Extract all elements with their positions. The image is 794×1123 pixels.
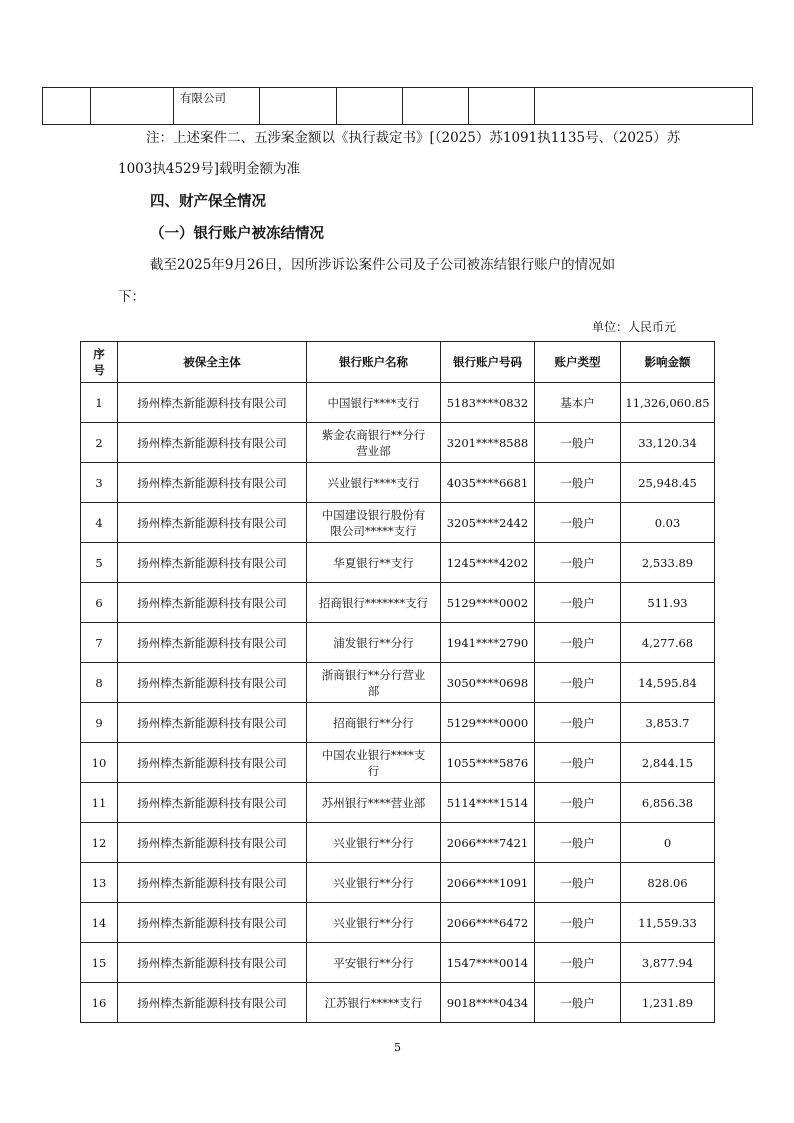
cell-account-number: 4035****6681 — [441, 463, 535, 503]
cell-amount: 1,231.89 — [621, 983, 715, 1023]
cell-account-number: 3201****8588 — [441, 423, 535, 463]
cell-seq: 5 — [81, 543, 118, 583]
cell-amount: 0.03 — [621, 503, 715, 543]
cell-seq: 2 — [81, 423, 118, 463]
bank-name-line: 部 — [367, 683, 380, 698]
cell-entity: 扬州棒杰新能源科技有限公司 — [118, 983, 307, 1023]
cell-entity: 扬州棒杰新能源科技有限公司 — [118, 503, 307, 543]
cell-amount: 511.93 — [621, 583, 715, 623]
subsection-heading: （一）银行账户被冻结情况 — [150, 225, 324, 242]
cell-account-type: 一般户 — [535, 703, 621, 743]
cell-account-number: 2066****6472 — [441, 903, 535, 943]
cell-bank-name — [307, 703, 441, 743]
cell-seq: 4 — [81, 503, 118, 543]
table-row — [81, 383, 715, 423]
table-cell — [469, 88, 535, 125]
cell-entity: 扬州棒杰新能源科技有限公司 — [118, 463, 307, 503]
cell-bank-name — [307, 623, 441, 663]
bank-name-line: 紫金农商银行**分行 — [321, 427, 426, 442]
cell-amount: 33,120.34 — [621, 423, 715, 463]
intro-line-2: 下： — [118, 289, 145, 305]
table-header-row — [81, 342, 715, 383]
bank-name-line: 营业部 — [356, 443, 391, 458]
table-row — [81, 463, 715, 503]
cell-account-type: 一般户 — [535, 863, 621, 903]
cell-account-number: 1941****2790 — [441, 623, 535, 663]
bank-name-line: 中国银行****支行 — [327, 395, 420, 410]
cell-account-number: 1547****0014 — [441, 943, 535, 983]
cell-account-type: 一般户 — [535, 503, 621, 543]
cell-entity: 扬州棒杰新能源科技有限公司 — [118, 743, 307, 783]
cell-seq: 16 — [81, 983, 118, 1023]
cell-entity: 扬州棒杰新能源科技有限公司 — [118, 623, 307, 663]
cell-account-number: 1245****4202 — [441, 543, 535, 583]
cell-amount: 11,559.33 — [621, 903, 715, 943]
unit-label: 单位：人民币元 — [592, 320, 677, 334]
cell-entity: 扬州棒杰新能源科技有限公司 — [118, 943, 307, 983]
table-row — [81, 543, 715, 583]
cell-account-type: 一般户 — [535, 823, 621, 863]
cell-bank-name — [307, 783, 441, 823]
cell-seq: 3 — [81, 463, 118, 503]
cell-amount: 3,853.7 — [621, 703, 715, 743]
cell-bank-name — [307, 503, 441, 543]
cell-account-type: 一般户 — [535, 463, 621, 503]
bank-name-line: 行 — [367, 763, 380, 778]
header-account-type: 账户类型 — [535, 342, 621, 383]
header-seq-line: 序 — [93, 347, 105, 361]
bank-name-line: 平安银行**分行 — [333, 955, 414, 970]
page-number: 5 — [394, 1041, 401, 1054]
cell-seq: 14 — [81, 903, 118, 943]
cell-account-type: 一般户 — [535, 543, 621, 583]
cell-bank-name — [307, 943, 441, 983]
cell-account-type: 一般户 — [535, 663, 621, 703]
table-row — [81, 943, 715, 983]
cell-entity: 扬州棒杰新能源科技有限公司 — [118, 383, 307, 423]
table-row — [43, 88, 753, 125]
cell-entity: 扬州棒杰新能源科技有限公司 — [118, 903, 307, 943]
cell-amount: 3,877.94 — [621, 943, 715, 983]
cell-bank-name — [307, 983, 441, 1023]
cell-account-number: 3050****0698 — [441, 663, 535, 703]
table-row — [81, 743, 715, 783]
bank-name-line: 华夏银行**支行 — [333, 555, 414, 570]
cell-bank-name — [307, 903, 441, 943]
bank-name-line: 浦发银行**分行 — [333, 635, 414, 650]
bank-name-line: 兴业银行****支行 — [327, 475, 420, 490]
header-seq — [81, 342, 118, 383]
table-row — [81, 823, 715, 863]
cell-entity: 扬州棒杰新能源科技有限公司 — [118, 543, 307, 583]
cell-seq: 11 — [81, 783, 118, 823]
cell-account-number: 5114****1514 — [441, 783, 535, 823]
cell-bank-name — [307, 383, 441, 423]
table-row — [81, 783, 715, 823]
bank-name-line: 限公司*****支行 — [330, 523, 417, 538]
bank-name-line: 招商银行**分行 — [333, 715, 414, 730]
cell-entity: 扬州棒杰新能源科技有限公司 — [118, 423, 307, 463]
previous-table-fragment — [42, 87, 753, 125]
cell-seq: 9 — [81, 703, 118, 743]
table-cell — [91, 88, 174, 125]
table-cell — [43, 88, 91, 125]
cell-seq: 10 — [81, 743, 118, 783]
table-cell — [260, 88, 337, 125]
bank-name-line: 中国建设银行股份有 — [321, 507, 426, 522]
cell-amount: 2,533.89 — [621, 543, 715, 583]
cell-bank-name — [307, 743, 441, 783]
table-row — [81, 663, 715, 703]
cell-seq: 12 — [81, 823, 118, 863]
bank-name-line: 兴业银行**分行 — [333, 915, 414, 930]
cell-account-type: 一般户 — [535, 903, 621, 943]
table-row — [81, 623, 715, 663]
cell-amount: 11,326,060.85 — [621, 383, 715, 423]
cell-bank-name — [307, 863, 441, 903]
cell-entity: 扬州棒杰新能源科技有限公司 — [118, 663, 307, 703]
cell-account-type: 一般户 — [535, 423, 621, 463]
cell-seq: 13 — [81, 863, 118, 903]
table-cell — [535, 88, 753, 125]
cell-account-type: 基本户 — [535, 383, 621, 423]
cell-bank-name — [307, 423, 441, 463]
cell-account-type: 一般户 — [535, 583, 621, 623]
cell-seq: 1 — [81, 383, 118, 423]
cell-account-number: 5183****0832 — [441, 383, 535, 423]
cell-entity: 扬州棒杰新能源科技有限公司 — [118, 783, 307, 823]
cell-bank-name — [307, 463, 441, 503]
table-row — [81, 983, 715, 1023]
cell-amount: 25,948.45 — [621, 463, 715, 503]
bank-name-line: 招商银行*******支行 — [318, 595, 429, 610]
cell-account-number: 2066****1091 — [441, 863, 535, 903]
table-row — [81, 703, 715, 743]
header-entity: 被保全主体 — [118, 342, 307, 383]
cell-seq: 6 — [81, 583, 118, 623]
cell-amount: 14,595.84 — [621, 663, 715, 703]
table-row — [81, 503, 715, 543]
cell-account-number: 5129****0000 — [441, 703, 535, 743]
bank-name-line: 江苏银行*****支行 — [324, 995, 423, 1010]
cell-account-type: 一般户 — [535, 743, 621, 783]
table-row — [81, 863, 715, 903]
cell-entity: 扬州棒杰新能源科技有限公司 — [118, 703, 307, 743]
cell-amount: 6,856.38 — [621, 783, 715, 823]
cell-amount: 4,277.68 — [621, 623, 715, 663]
table-row — [81, 903, 715, 943]
frozen-accounts-table — [80, 341, 715, 1023]
table-cell: 有限公司 — [174, 88, 260, 125]
bank-name-line: 兴业银行**分行 — [333, 875, 414, 890]
cell-account-number: 9018****0434 — [441, 983, 535, 1023]
cell-account-type: 一般户 — [535, 623, 621, 663]
table-row — [81, 583, 715, 623]
bank-name-line: 兴业银行**分行 — [333, 835, 414, 850]
cell-bank-name — [307, 583, 441, 623]
cell-amount: 2,844.15 — [621, 743, 715, 783]
cell-account-type: 一般户 — [535, 983, 621, 1023]
cell-amount: 828.06 — [621, 863, 715, 903]
header-amount: 影响金额 — [621, 342, 715, 383]
header-seq-line: 号 — [93, 363, 105, 377]
bank-name-line: 浙商银行**分行营业 — [321, 667, 426, 682]
cell-entity: 扬州棒杰新能源科技有限公司 — [118, 863, 307, 903]
cell-account-type: 一般户 — [535, 783, 621, 823]
cell-seq: 8 — [81, 663, 118, 703]
cell-account-number: 3205****2442 — [441, 503, 535, 543]
cell-account-type: 一般户 — [535, 943, 621, 983]
cell-account-number: 5129****0002 — [441, 583, 535, 623]
cell-bank-name — [307, 663, 441, 703]
header-bank-name: 银行账户名称 — [307, 342, 441, 383]
cell-amount: 0 — [621, 823, 715, 863]
cell-seq: 7 — [81, 623, 118, 663]
table-cell — [337, 88, 403, 125]
cell-bank-name — [307, 543, 441, 583]
table-row — [81, 423, 715, 463]
section-heading: 四、财产保全情况 — [150, 193, 266, 210]
note-line-2: 1003执4529号]载明金额为准 — [118, 161, 300, 177]
cell-entity: 扬州棒杰新能源科技有限公司 — [118, 823, 307, 863]
cell-bank-name — [307, 823, 441, 863]
note-line-1: 注：上述案件二、五涉案金额以《执行裁定书》[（2025）苏1091执1135号、（2025）苏 — [146, 130, 681, 146]
cell-account-number: 1055****5876 — [441, 743, 535, 783]
cell-seq: 15 — [81, 943, 118, 983]
header-account-number: 银行账户号码 — [441, 342, 535, 383]
table-cell — [403, 88, 469, 125]
cell-account-number: 2066****7421 — [441, 823, 535, 863]
bank-name-line: 苏州银行****营业部 — [321, 795, 426, 810]
cell-entity: 扬州棒杰新能源科技有限公司 — [118, 583, 307, 623]
bank-name-line: 中国农业银行****支 — [321, 747, 426, 762]
intro-line-1: 截至2025年9月26日，因所涉诉讼案件公司及子公司被冻结银行账户的情况如 — [150, 257, 616, 273]
